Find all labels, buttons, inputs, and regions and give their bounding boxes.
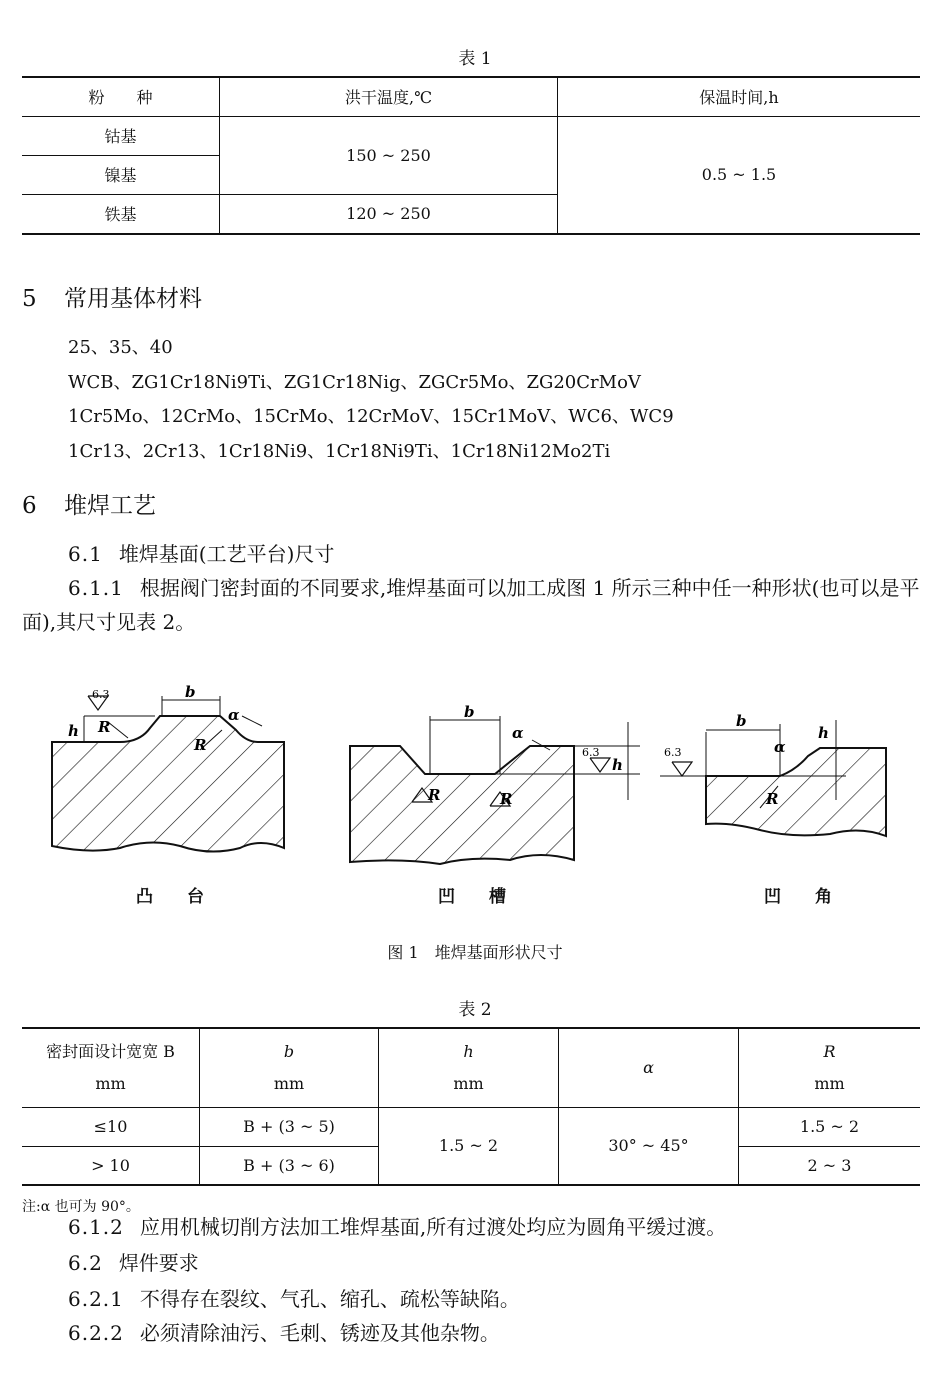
- table1-cell-powder: 镍基: [22, 155, 220, 194]
- fig-sym-b: b: [736, 712, 747, 730]
- table2-cell-R: 2 ~ 3: [739, 1146, 921, 1185]
- fig-label-boss: 凸 台: [136, 887, 204, 907]
- fig-roughness: 6.3: [664, 746, 682, 759]
- para-number: 6.2.1: [68, 1287, 124, 1311]
- section6-number: 6: [22, 493, 37, 519]
- material-list: [68, 331, 674, 469]
- table2-header: [559, 1028, 739, 1107]
- table2-cell-B: > 10: [22, 1146, 200, 1185]
- fig-sym-R: R: [194, 736, 207, 754]
- table1-header-powder: 粉 种: [22, 77, 220, 116]
- fig-sym-h: h: [818, 724, 829, 742]
- table2-header-unit: mm: [814, 1073, 845, 1093]
- section612-paragraph: [22, 1210, 922, 1244]
- para-number: 6.2.2: [68, 1321, 124, 1345]
- table1-header-temp: 洪干温度,℃: [220, 77, 558, 116]
- material-line: WCB、ZG1Cr18Ni9Ti、ZG1Cr18Nig、ZGCr5Mo、ZG20CrMoV: [68, 371, 641, 393]
- table2-cell-R: 1.5 ~ 2: [739, 1107, 921, 1146]
- fig-roughness: 6.3: [92, 688, 110, 701]
- table1-cell-powder: 钴基: [22, 116, 220, 155]
- table1-cell-time: 0.5 ~ 1.5: [558, 116, 921, 234]
- para-text: 焊件要求: [118, 1251, 199, 1275]
- table2-cell-alpha: 30° ~ 45°: [559, 1107, 739, 1185]
- section6-title: 堆焊工艺: [64, 493, 156, 519]
- table1-cell-powder: 铁基: [22, 194, 220, 234]
- section6-heading: [22, 487, 156, 520]
- section5-title: 常用基体材料: [64, 286, 202, 312]
- table2-header: [22, 1028, 200, 1107]
- section611-paragraph: [22, 571, 922, 639]
- fig-sym-alpha: α: [512, 724, 524, 742]
- section61-title: 堆焊基面(工艺平台)尺寸: [118, 542, 335, 566]
- table2-cell-B: ≤10: [22, 1107, 200, 1146]
- para-text: 应用机械切削方法加工堆焊基面,所有过渡处均应为圆角平缓过渡。: [139, 1215, 727, 1239]
- section622-paragraph: [22, 1316, 922, 1350]
- table2-header-name: R: [823, 1041, 836, 1061]
- section611-number: 6.1.1: [68, 576, 124, 600]
- fig-sym-b: b: [464, 703, 475, 721]
- fig-sym-alpha: α: [228, 706, 240, 724]
- section5-heading: [22, 280, 202, 313]
- fig-groove: [350, 716, 640, 864]
- table2-cell-b: B + (3 ~ 6): [200, 1146, 379, 1185]
- para-number: 6.2: [68, 1251, 103, 1275]
- fig-sym-R: R: [766, 790, 779, 808]
- table2-header-name: b: [283, 1041, 295, 1061]
- section61-number: 6.1: [68, 542, 103, 566]
- para-number: 6.1.2: [68, 1215, 124, 1239]
- table1: [22, 76, 920, 235]
- table2-cell-h: 1.5 ~ 2: [379, 1107, 559, 1185]
- fig-label-groove: 凹 槽: [438, 887, 506, 907]
- fig-label-corner: 凹 角: [764, 887, 832, 907]
- fig-roughness: 6.3: [582, 746, 600, 759]
- table2-header-name: h: [463, 1041, 474, 1061]
- section62-heading: [22, 1246, 922, 1280]
- table2-header-unit: mm: [453, 1073, 484, 1093]
- para-text: 不得存在裂纹、气孔、缩孔、疏松等缺陷。: [139, 1287, 520, 1311]
- table2: [22, 1027, 920, 1186]
- section611-text: 根据阀门密封面的不同要求,堆焊基面可以加工成图 1 所示三种中任一种形状(也可以是平面),其尺寸见表 2。: [22, 576, 920, 634]
- fig-sym-R: R: [428, 786, 441, 804]
- section5-number: 5: [22, 286, 37, 312]
- table2-header-name: 密封面设计宽宽 B: [46, 1041, 175, 1061]
- material-line: 1Cr5Mo、12CrMo、15CrMo、12CrMoV、15Cr1MoV、WC6、WC9: [68, 406, 674, 427]
- table2-caption: 表 2: [458, 1000, 492, 1020]
- table2-header: [379, 1028, 559, 1107]
- table2-header-name: α: [643, 1058, 654, 1078]
- table2-header-unit: mm: [273, 1073, 305, 1093]
- fig-corner: [660, 720, 886, 836]
- table2-header: [739, 1028, 921, 1107]
- fig-boss: [52, 696, 284, 852]
- fig-sym-b: b: [185, 683, 196, 701]
- figure1-caption: 图 1 堆焊基面形状尺寸: [387, 943, 563, 962]
- table2-header-unit: mm: [95, 1073, 126, 1093]
- fig-sym-R: R: [500, 790, 513, 808]
- table1-cell-temp: 150 ~ 250: [220, 116, 558, 194]
- material-line: 1Cr13、2Cr13、1Cr18Ni9、1Cr18Ni9Ti、1Cr18Ni12Mo2Ti: [68, 440, 611, 462]
- table2-note: 注:α 也可为 90°。: [22, 1199, 140, 1215]
- table1-header-time: 保温时间,h: [558, 77, 921, 116]
- fig-sym-h: h: [612, 756, 623, 774]
- fig-sym-h: h: [68, 722, 79, 740]
- section61-heading: [22, 537, 922, 571]
- table1-caption: 表 1: [458, 49, 492, 69]
- material-line: 25、35、40: [68, 337, 173, 358]
- table1-cell-temp: 120 ~ 250: [220, 194, 558, 234]
- table2-cell-b: B + (3 ~ 5): [200, 1107, 379, 1146]
- table2-header: [200, 1028, 379, 1107]
- para-text: 必须清除油污、毛刺、锈迹及其他杂物。: [139, 1321, 500, 1345]
- fig-sym-R: R: [98, 718, 111, 736]
- section621-paragraph: [22, 1282, 922, 1316]
- figure1-drawing: [0, 670, 950, 870]
- fig-sym-alpha: α: [774, 738, 786, 756]
